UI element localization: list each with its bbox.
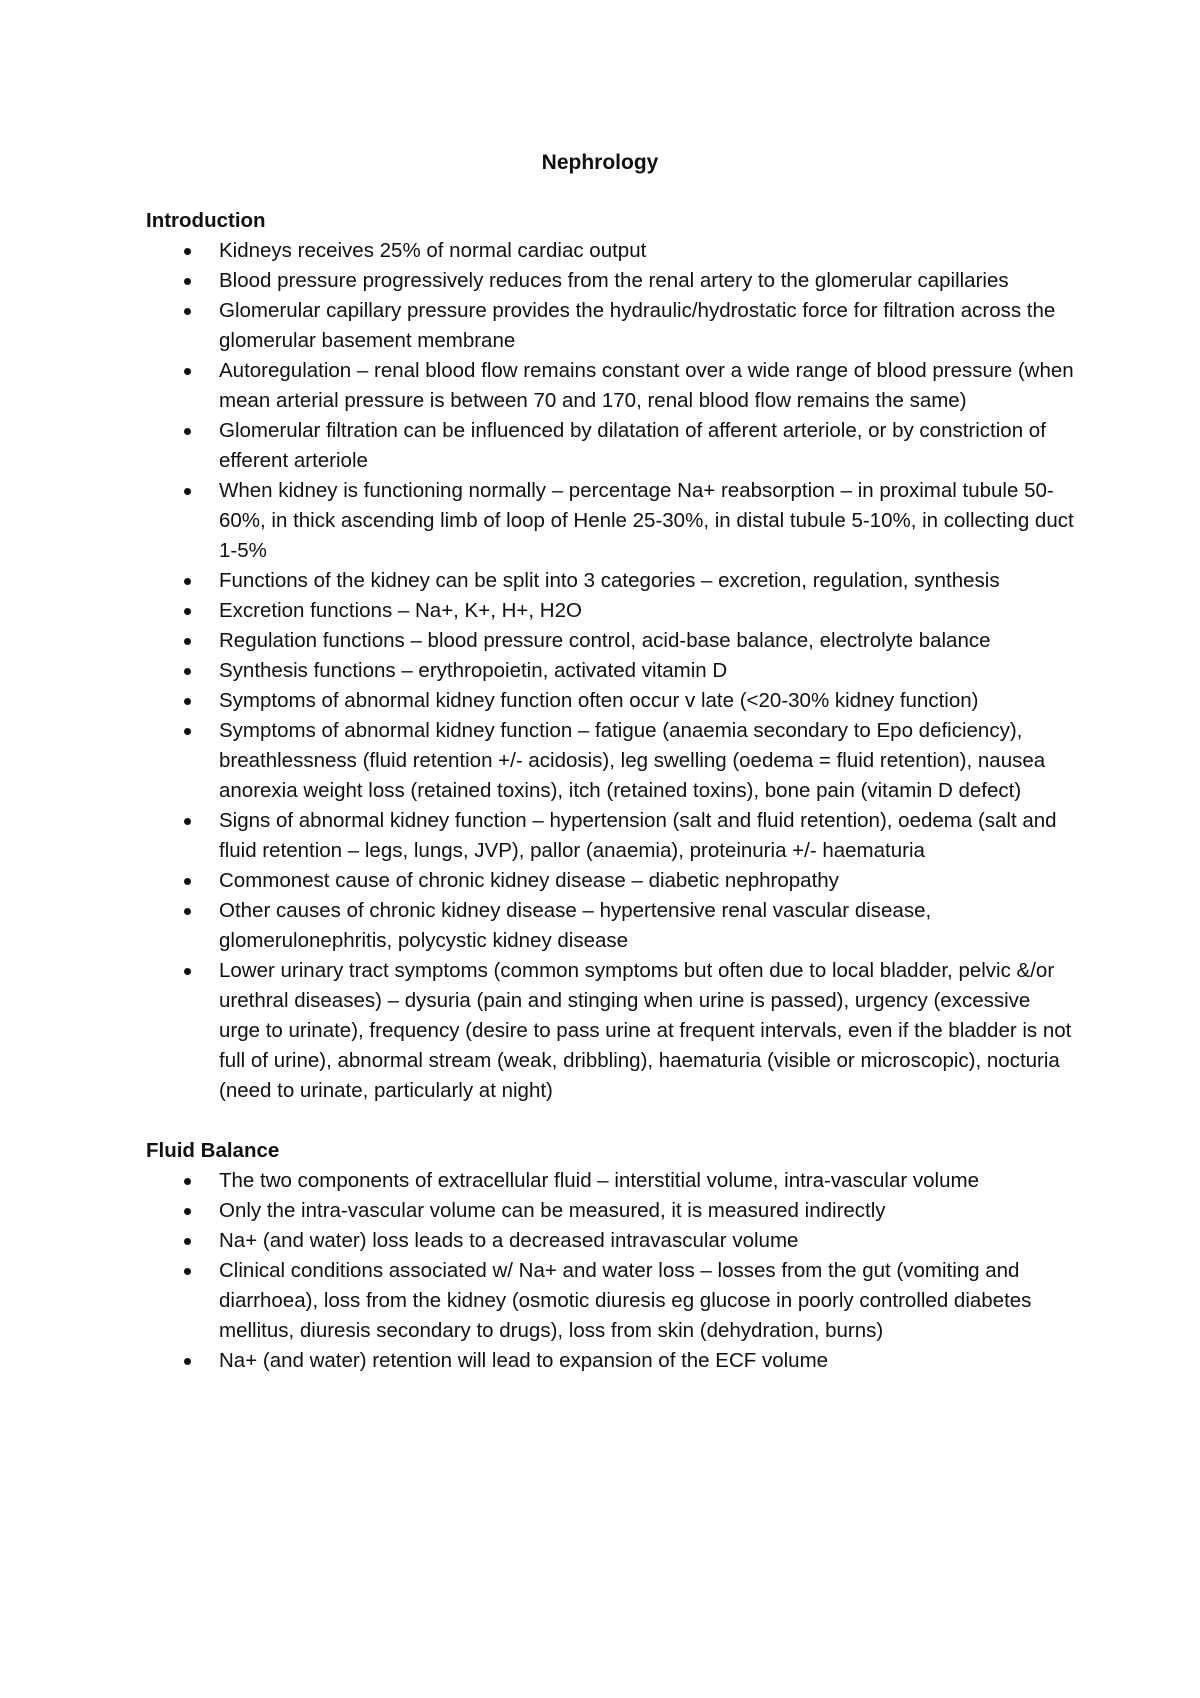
document-body: [146, 206, 1076, 1376]
list-item: Commonest cause of chronic kidney disease – diabetic nephropathy: [219, 866, 1076, 896]
list-item: Na+ (and water) loss leads to a decreased intravascular volume: [219, 1226, 1076, 1256]
list-item: Functions of the kidney can be split into 3 categories – excretion, regulation, synthesis: [219, 566, 1076, 596]
list-item: Only the intra-vascular volume can be measured, it is measured indirectly: [219, 1196, 1076, 1226]
list-item: Regulation functions – blood pressure control, acid-base balance, electrolyte balance: [219, 626, 1076, 656]
list-item: The two components of extracellular fluid – interstitial volume, intra-vascular volume: [219, 1166, 1076, 1196]
section-heading: Fluid Balance: [146, 1139, 280, 1162]
list-item: Na+ (and water) retention will lead to expansion of the ECF volume: [219, 1346, 1076, 1376]
list-item: Lower urinary tract symptoms (common symptoms but often due to local bladder, pelvic &/or urethral diseases) – dysuria (pain and stinging when urine is passed), urgency (excessive urge to urinate), frequency (desire to pass urine at frequent intervals, even if the bladder is not full of urine), abnormal stream (weak, dribbling), haematuria (visible or microscopic), nocturia (need to urinate, particularly at night): [219, 956, 1076, 1106]
bullet-list: [146, 236, 1076, 1106]
document-title: Nephrology: [541, 151, 659, 174]
section-fluid-balance: [146, 1136, 1076, 1376]
list-item: Symptoms of abnormal kidney function often occur v late (<20-30% kidney function): [219, 686, 1076, 716]
list-item: Synthesis functions – erythropoietin, activated vitamin D: [219, 656, 1076, 686]
bullet-list: [146, 1166, 1076, 1376]
list-item: When kidney is functioning normally – percentage Na+ reabsorption – in proximal tubule 50-60%, in thick ascending limb of loop of Henle 25-30%, in distal tubule 5-10%, in collecting duct 1-5%: [219, 476, 1076, 566]
list-item: Signs of abnormal kidney function – hypertension (salt and fluid retention), oedema (salt and fluid retention – legs, lungs, JVP), pallor (anaemia), proteinuria +/- haematuria: [219, 806, 1076, 866]
list-item: Clinical conditions associated w/ Na+ and water loss – losses from the gut (vomiting and diarrhoea), loss from the kidney (osmotic diuresis eg glucose in poorly controlled diabetes mellitus, diuresis secondary to drugs), loss from skin (dehydration, burns): [219, 1256, 1076, 1346]
section-heading: Introduction: [146, 209, 266, 232]
section-introduction: [146, 206, 1076, 1106]
list-item: Glomerular capillary pressure provides the hydraulic/hydrostatic force for filtration across the glomerular basement membrane: [219, 296, 1076, 356]
list-item: Excretion functions – Na+, K+, H+, H2O: [219, 596, 1076, 626]
list-item: Autoregulation – renal blood flow remains constant over a wide range of blood pressure (when mean arterial pressure is between 70 and 170, renal blood flow remains the same): [219, 356, 1076, 416]
list-item: Other causes of chronic kidney disease – hypertensive renal vascular disease, glomerulonephritis, polycystic kidney disease: [219, 896, 1076, 956]
list-item: Kidneys receives 25% of normal cardiac output: [219, 236, 1076, 266]
list-item: Symptoms of abnormal kidney function – fatigue (anaemia secondary to Epo deficiency), breathlessness (fluid retention +/- acidosis), leg swelling (oedema = fluid retention), nausea anorexia weight loss (retained toxins), itch (retained toxins), bone pain (vitamin D defect): [219, 716, 1076, 806]
list-item: Glomerular filtration can be influenced by dilatation of afferent arteriole, or by constriction of efferent arteriole: [219, 416, 1076, 476]
list-item: Blood pressure progressively reduces from the renal artery to the glomerular capillaries: [219, 266, 1076, 296]
